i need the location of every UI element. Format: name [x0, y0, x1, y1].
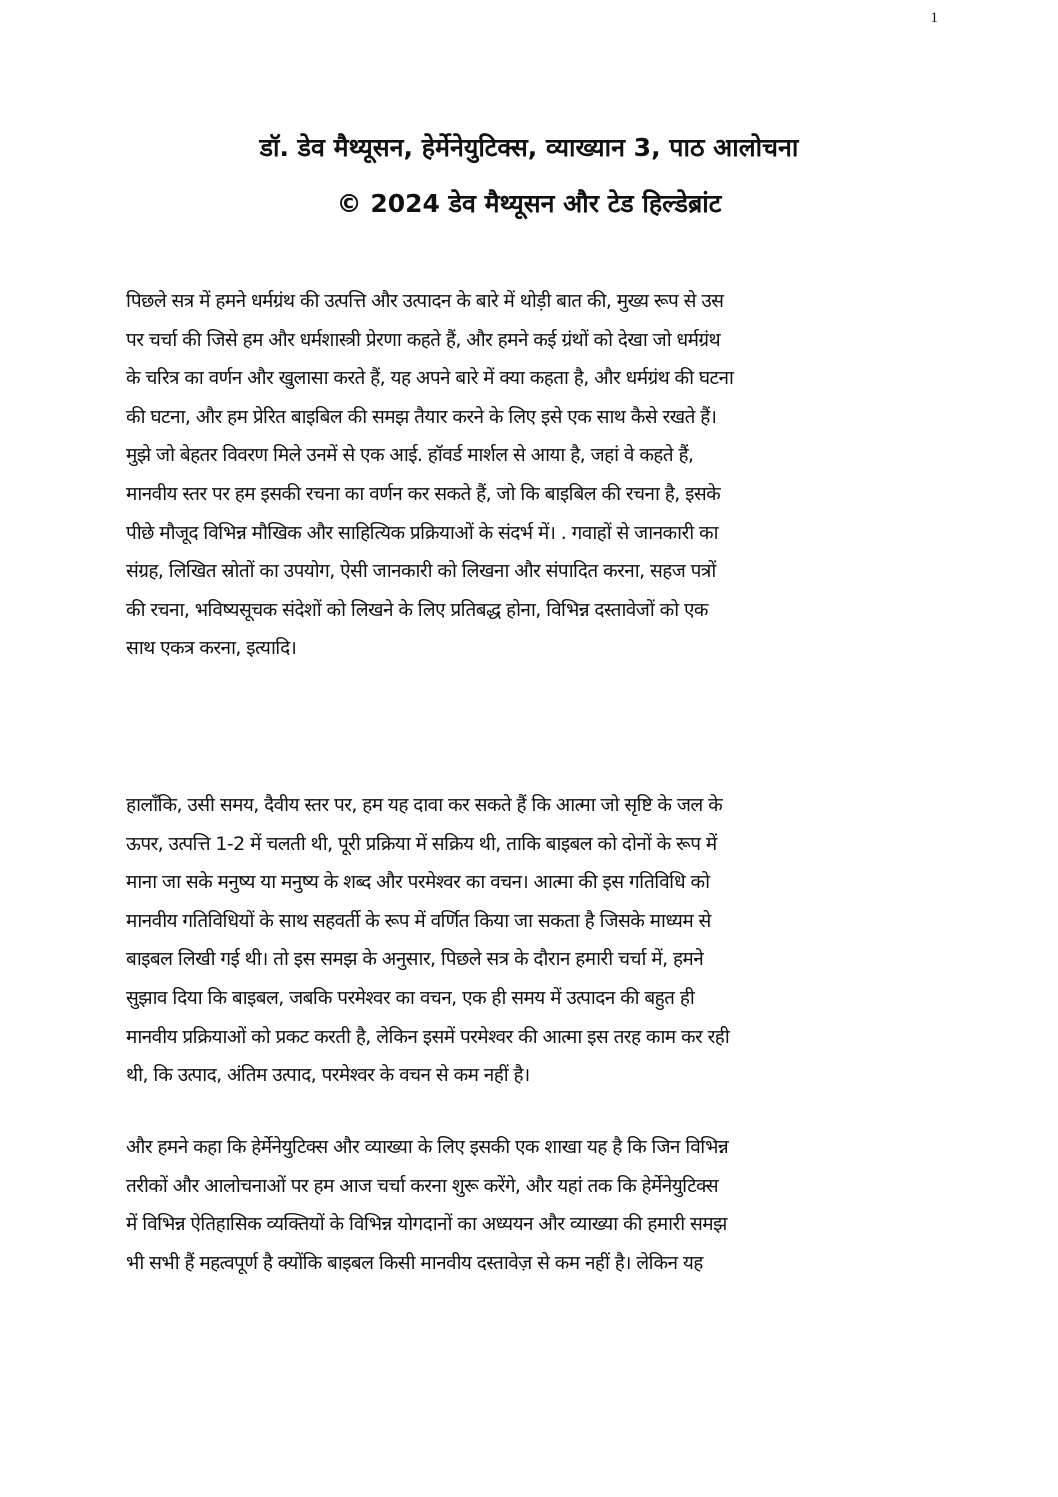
copyright-line: © 2024 डेव मैथ्यूसन और टेड हिल्डेब्रांट	[336, 189, 722, 218]
text-line: मुझे जो बेहतर विवरण मिले उनमें से एक आई. हॉवर्ड मार्शल से आया है, जहां वे कहते हैं,	[126, 444, 694, 467]
text-line: पिछले सत्र में हमने धर्मग्रंथ की उत्पत्ति और उत्पादन के बारे में थोड़ी बात की, मुख्य रूप से उस	[126, 290, 724, 312]
paragraph-1	[126, 282, 946, 668]
text-line: तरीकों और आलोचनाओं पर हम आज चर्चा करना शुरू करेंगे, और यहां तक कि हेर्मेनेयुटिक्स	[126, 1174, 718, 1197]
text-line: की घटना, और हम प्रेरित बाइबिल की समझ तैयार करने के लिए इसे एक साथ कैसे रखते हैं।	[126, 405, 717, 428]
text-line: हालाँकि, उसी समय, दैवीय स्तर पर, हम यह दावा कर सकते हैं कि आत्मा जो सृष्टि के जल के	[126, 794, 723, 816]
text-line: पीछे मौजूद विभिन्न मौखिक और साहित्यिक प्रक्रियाओं के संदर्भ में। . गवाहों से जानकारी का	[126, 521, 718, 544]
text-line: मानवीय प्रक्रियाओं को प्रकट करती है, लेकिन इसमें परमेश्वर की आत्मा इस तरह काम कर रही	[126, 1025, 730, 1048]
text-line: सुझाव दिया कि बाइबल, जबकि परमेश्वर का वचन, एक ही समय में उत्पादन की बहुत ही	[126, 986, 695, 1009]
paragraph-2	[126, 786, 946, 1095]
document-title: डॉ. डेव मैथ्यूसन, हेर्मेनेयुटिक्स, व्याख्यान 3, पाठ आलोचना	[259, 133, 799, 162]
text-line: बाइबल लिखी गई थी। तो इस समझ के अनुसार, पिछले सत्र के दौरान हमारी चर्चा में, हमने	[126, 948, 704, 971]
paragraph-3	[126, 1128, 946, 1282]
text-line: के चरित्र का वर्णन और खुलासा करते हैं, यह अपने बारे में क्या कहता है, और धर्मग्रंथ की घटना	[126, 367, 734, 390]
text-line: मानवीय स्तर पर हम इसकी रचना का वर्णन कर सकते हैं, जो कि बाइबिल की रचना है, इसके	[126, 482, 721, 505]
text-line: की रचना, भविष्यसूचक संदेशों को लिखने के लिए प्रतिबद्ध होना, विभिन्न दस्तावेजों को एक	[126, 598, 708, 621]
text-line: साथ एकत्र करना, इत्यादि।	[126, 637, 297, 660]
text-line: माना जा सके मनुष्य या मनुष्य के शब्द और परमेश्वर का वचन। आत्मा की इस गतिविधि को	[126, 871, 710, 894]
text-line: और हमने कहा कि हेर्मेनेयुटिक्स और व्याख्या के लिए इसकी एक शाखा यह है कि जिन विभिन्न	[126, 1136, 729, 1158]
text-line: में विभिन्न ऐतिहासिक व्यक्तियों के विभिन्न योगदानों का अध्ययन और व्याख्या की हमारी समझ	[126, 1213, 727, 1236]
text-line: संग्रह, लिखित स्रोतों का उपयोग, ऐसी जानकारी को लिखना और संपादित करना, सहज पत्रों	[126, 560, 716, 583]
text-line: ऊपर, उत्पत्ति 1-2 में चलती थी, पूरी प्रक्रिया में सक्रिय थी, ताकि बाइबल को दोनों के रूप में	[126, 832, 717, 855]
text-line: पर चर्चा की जिसे हम और धर्मशास्त्री प्रेरणा कहते हैं, और हमने कई ग्रंथों को देखा जो धर्मग्रंथ	[126, 328, 720, 351]
text-line: भी सभी हैं महत्वपूर्ण है क्योंकि बाइबल किसी मानवीय दस्तावेज़ से कम नहीं है। लेकिन यह	[126, 1251, 703, 1274]
text-line: मानवीय गतिविधियों के साथ सहवर्ती के रूप में वर्णित किया जा सकता है जिसके माध्यम से	[126, 909, 711, 932]
page-number: 1	[930, 10, 938, 26]
text-line: थी, कि उत्पाद, अंतिम उत्पाद, परमेश्वर के वचन से कम नहीं है।	[126, 1064, 530, 1087]
